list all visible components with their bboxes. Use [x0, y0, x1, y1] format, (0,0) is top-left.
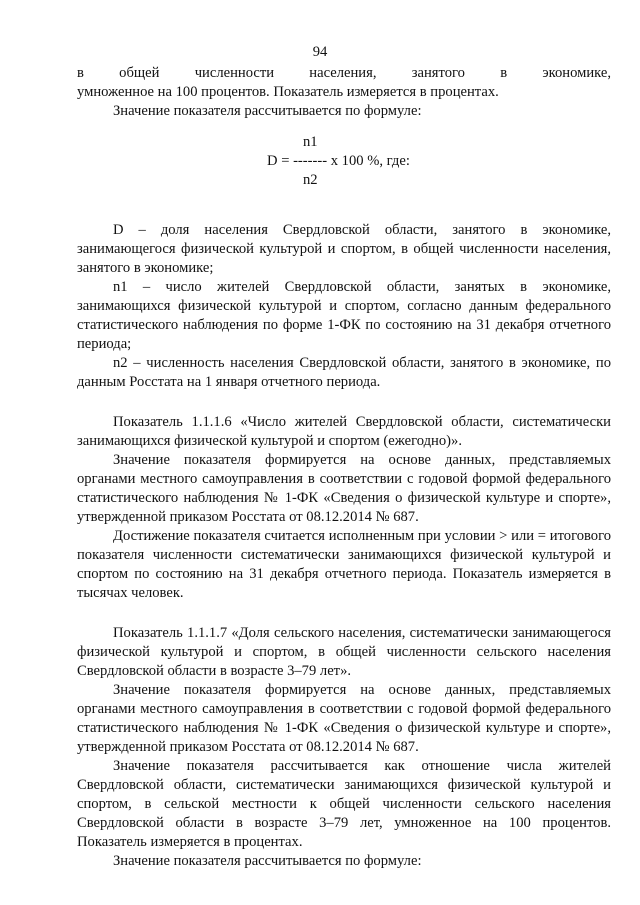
- formula-intro: Значение показателя рассчитывается по формуле:: [113, 103, 422, 119]
- formula-d: [77, 127, 611, 201]
- indicator-1116-title: Показатель 1.1.1.6 «Число жителей Свердловской области, систематически занимающихся физической культурой и спортом (ежегодно)».: [77, 414, 611, 449]
- page-number: 94: [312, 44, 328, 60]
- indicator-1117-calculation: Значение показателя рассчитывается как отношение числа жителей Свердловской области, систематически занимающихся физической культурой и спортом, в сельской местности к общей численности сельского населения Свердловской области в возрасте 3–79 лет, умноженное на 100 процентов. Показатель измеряется в процентах.: [77, 758, 611, 850]
- definition-n2: n2 – численность населения Свердловской области, занятого в экономике, по данным Росстата на 1 января отчетного периода.: [77, 355, 611, 390]
- formula-numerator: n1: [303, 134, 318, 150]
- formula-denominator: n2: [303, 172, 318, 188]
- indicator-1117-title: Показатель 1.1.1.7 «Доля сельского населения, систематически занимающегося физической культурой и спортом, в общей численности сельского населения Свердловской области в возрасте 3–79 лет».: [77, 625, 611, 679]
- formula-expression: D = ------- x 100 %, где:: [267, 153, 410, 169]
- page-content: [77, 64, 611, 871]
- indicator-1117-source: Значение показателя формируется на основе данных, представляемых органами местного самоуправления в соответствии с годовой формой федерального статистического наблюдения № 1-ФК «Сведения о физической культуре и спорте», утвержденной приказом Росстата от 08.12.2014 № 687.: [77, 682, 611, 755]
- paragraph-line: умноженное на 100 процентов. Показатель измеряется в процентах.: [77, 84, 499, 100]
- definition-d: D – доля населения Свердловской области, занятого в экономике, занимающегося физической культурой и спортом, в общей численности населения, занятого в экономике;: [77, 222, 611, 276]
- indicator-1116-condition: Достижение показателя считается исполненным при условии > или = итогового показателя численности систематически занимающихся физической культурой и спортом по состоянию на 31 декабря отчетного периода. Показатель измеряется в тысячах человек.: [77, 528, 611, 601]
- definition-n1: n1 – число жителей Свердловской области, занятых в экономике, занимающихся физической культурой и спортом, согласно данным федерального статистического наблюдения по форме 1-ФК по состоянию на 31 декабря отчетного периода;: [77, 279, 611, 352]
- paragraph-line: в общей численности населения, занятого в экономике,: [77, 65, 611, 81]
- formula-intro: Значение показателя рассчитывается по формуле:: [113, 853, 422, 869]
- indicator-1116-source: Значение показателя формируется на основе данных, представляемых органами местного самоуправления в соответствии с годовой формой федерального статистического наблюдения № 1-ФК «Сведения о физической культуре и спорте», утвержденной приказом Росстата от 08.12.2014 № 687.: [77, 452, 611, 525]
